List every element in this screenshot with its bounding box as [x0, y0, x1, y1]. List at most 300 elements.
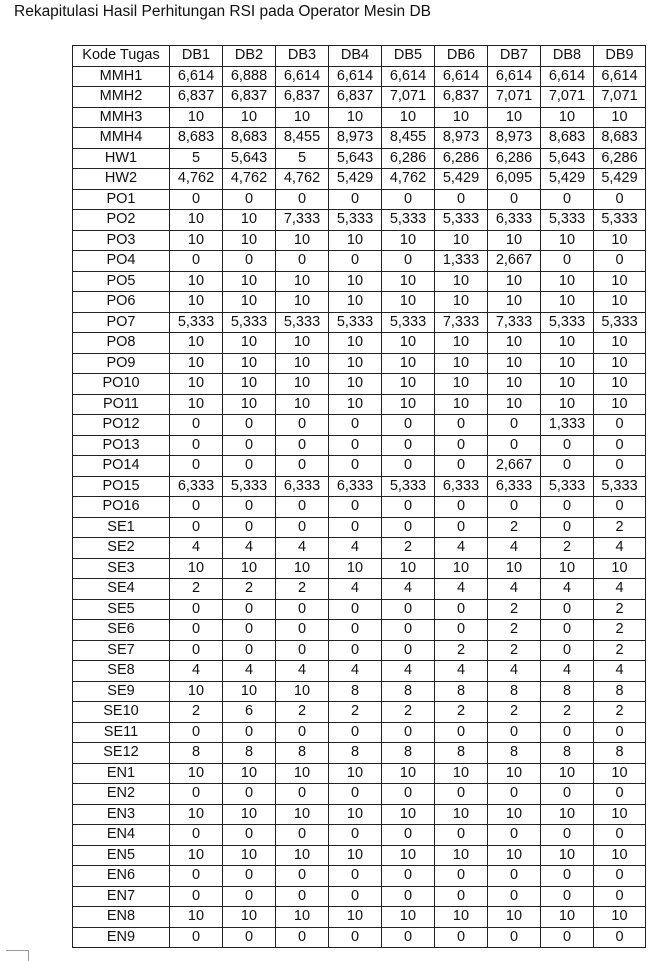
value-cell: 0 — [435, 825, 488, 846]
value-cell: 5,333 — [594, 210, 646, 231]
value-cell: 0 — [276, 886, 329, 907]
value-cell: 0 — [170, 517, 223, 538]
value-cell: 10 — [329, 271, 382, 292]
value-cell: 0 — [170, 825, 223, 846]
task-code-cell: MMH2 — [73, 87, 170, 108]
task-code-cell: SE3 — [73, 558, 170, 579]
value-cell: 6,333 — [170, 476, 223, 497]
value-cell: 4 — [488, 538, 541, 559]
table-row — [73, 661, 646, 682]
value-cell: 6,614 — [435, 66, 488, 87]
table-row — [73, 435, 646, 456]
table-row — [73, 845, 646, 866]
table-row — [73, 312, 646, 333]
value-cell: 10 — [488, 230, 541, 251]
header-db7: DB7 — [488, 46, 541, 67]
value-cell: 10 — [594, 907, 646, 928]
value-cell: 2 — [594, 599, 646, 620]
value-cell: 10 — [329, 845, 382, 866]
value-cell: 0 — [329, 415, 382, 436]
value-cell: 4 — [276, 538, 329, 559]
value-cell: 10 — [594, 292, 646, 313]
value-cell: 2,667 — [488, 251, 541, 272]
value-cell: 0 — [541, 640, 594, 661]
value-cell: 0 — [223, 517, 276, 538]
task-code-cell: MMH1 — [73, 66, 170, 87]
value-cell: 10 — [170, 394, 223, 415]
table-row — [73, 128, 646, 149]
value-cell: 10 — [170, 558, 223, 579]
task-code-cell: EN8 — [73, 907, 170, 928]
value-cell: 10 — [382, 558, 435, 579]
value-cell: 0 — [329, 435, 382, 456]
value-cell: 0 — [329, 497, 382, 518]
task-code-cell: EN1 — [73, 763, 170, 784]
page-title: Rekapitulasi Hasil Perhitungan RSI pada Operator Mesin DB — [14, 3, 431, 20]
value-cell: 10 — [329, 804, 382, 825]
value-cell: 0 — [488, 435, 541, 456]
task-code-cell: PO13 — [73, 435, 170, 456]
value-cell: 0 — [382, 784, 435, 805]
value-cell: 0 — [541, 722, 594, 743]
value-cell: 2 — [488, 599, 541, 620]
value-cell: 10 — [488, 353, 541, 374]
value-cell: 0 — [541, 866, 594, 887]
value-cell: 0 — [382, 620, 435, 641]
value-cell: 6,333 — [435, 476, 488, 497]
table-row — [73, 681, 646, 702]
value-cell: 5 — [170, 148, 223, 169]
table-row — [73, 333, 646, 354]
value-cell: 6,333 — [329, 476, 382, 497]
table-row — [73, 415, 646, 436]
value-cell: 0 — [276, 415, 329, 436]
value-cell: 0 — [329, 189, 382, 210]
value-cell: 10 — [382, 804, 435, 825]
table-row — [73, 476, 646, 497]
value-cell: 10 — [329, 292, 382, 313]
value-cell: 6,333 — [488, 210, 541, 231]
value-cell: 2 — [541, 702, 594, 723]
value-cell: 10 — [594, 374, 646, 395]
value-cell: 0 — [382, 497, 435, 518]
value-cell: 5,333 — [329, 210, 382, 231]
value-cell: 6,837 — [435, 87, 488, 108]
value-cell: 0 — [170, 497, 223, 518]
value-cell: 0 — [276, 784, 329, 805]
value-cell: 0 — [594, 722, 646, 743]
value-cell: 2 — [594, 620, 646, 641]
value-cell: 2 — [382, 702, 435, 723]
value-cell: 5,333 — [435, 210, 488, 231]
value-cell: 10 — [170, 292, 223, 313]
value-cell: 10 — [488, 394, 541, 415]
table-row — [73, 702, 646, 723]
value-cell: 4,762 — [382, 169, 435, 190]
value-cell: 0 — [488, 866, 541, 887]
value-cell: 10 — [223, 845, 276, 866]
value-cell: 10 — [223, 558, 276, 579]
table-row — [73, 907, 646, 928]
value-cell: 10 — [276, 333, 329, 354]
value-cell: 6,614 — [170, 66, 223, 87]
table-row — [73, 189, 646, 210]
value-cell: 10 — [541, 271, 594, 292]
value-cell: 10 — [488, 845, 541, 866]
value-cell: 10 — [594, 230, 646, 251]
header-db4: DB4 — [329, 46, 382, 67]
value-cell: 10 — [594, 804, 646, 825]
table-row — [73, 804, 646, 825]
value-cell: 7,333 — [488, 312, 541, 333]
value-cell: 0 — [435, 784, 488, 805]
value-cell: 10 — [276, 107, 329, 128]
value-cell: 10 — [594, 558, 646, 579]
value-cell: 10 — [488, 374, 541, 395]
value-cell: 5,333 — [382, 312, 435, 333]
value-cell: 7,071 — [382, 87, 435, 108]
table-row — [73, 927, 646, 948]
value-cell: 0 — [170, 620, 223, 641]
table-header — [73, 46, 646, 67]
value-cell: 0 — [382, 517, 435, 538]
value-cell: 4 — [435, 538, 488, 559]
table-row — [73, 517, 646, 538]
value-cell: 4 — [382, 579, 435, 600]
value-cell: 2 — [594, 517, 646, 538]
table-row — [73, 148, 646, 169]
value-cell: 10 — [276, 271, 329, 292]
value-cell: 10 — [541, 558, 594, 579]
value-cell: 2 — [488, 517, 541, 538]
value-cell: 2 — [382, 538, 435, 559]
value-cell: 0 — [329, 927, 382, 948]
value-cell: 0 — [276, 435, 329, 456]
value-cell: 10 — [435, 394, 488, 415]
value-cell: 0 — [435, 886, 488, 907]
table-row — [73, 825, 646, 846]
value-cell: 0 — [276, 517, 329, 538]
value-cell: 10 — [594, 333, 646, 354]
value-cell: 1,333 — [435, 251, 488, 272]
value-cell: 10 — [541, 107, 594, 128]
value-cell: 10 — [276, 845, 329, 866]
value-cell: 0 — [594, 415, 646, 436]
value-cell: 5,333 — [223, 476, 276, 497]
value-cell: 6,286 — [435, 148, 488, 169]
value-cell: 0 — [170, 599, 223, 620]
value-cell: 2 — [488, 620, 541, 641]
value-cell: 0 — [329, 620, 382, 641]
value-cell: 6,837 — [223, 87, 276, 108]
value-cell: 0 — [382, 927, 435, 948]
value-cell: 8 — [541, 681, 594, 702]
value-cell: 10 — [329, 558, 382, 579]
value-cell: 10 — [488, 763, 541, 784]
value-cell: 10 — [382, 394, 435, 415]
value-cell: 8 — [435, 743, 488, 764]
value-cell: 10 — [435, 374, 488, 395]
value-cell: 10 — [329, 763, 382, 784]
value-cell: 4 — [223, 538, 276, 559]
value-cell: 6,614 — [488, 66, 541, 87]
value-cell: 6,837 — [329, 87, 382, 108]
value-cell: 4 — [594, 538, 646, 559]
value-cell: 0 — [541, 784, 594, 805]
task-code-cell: HW1 — [73, 148, 170, 169]
value-cell: 0 — [435, 722, 488, 743]
table-row — [73, 107, 646, 128]
value-cell: 4,762 — [223, 169, 276, 190]
value-cell: 2 — [276, 579, 329, 600]
value-cell: 0 — [541, 620, 594, 641]
value-cell: 0 — [223, 497, 276, 518]
value-cell: 10 — [541, 907, 594, 928]
value-cell: 0 — [382, 640, 435, 661]
value-cell: 0 — [435, 599, 488, 620]
value-cell: 10 — [382, 374, 435, 395]
task-code-cell: SE9 — [73, 681, 170, 702]
value-cell: 10 — [382, 271, 435, 292]
value-cell: 2 — [170, 702, 223, 723]
value-cell: 5,643 — [329, 148, 382, 169]
value-cell: 10 — [276, 681, 329, 702]
value-cell: 10 — [170, 845, 223, 866]
task-code-cell: HW2 — [73, 169, 170, 190]
value-cell: 4 — [276, 661, 329, 682]
value-cell: 5,429 — [594, 169, 646, 190]
value-cell: 0 — [541, 886, 594, 907]
value-cell: 0 — [329, 640, 382, 661]
value-cell: 0 — [541, 189, 594, 210]
value-cell: 0 — [435, 189, 488, 210]
table-row — [73, 722, 646, 743]
value-cell: 0 — [541, 497, 594, 518]
value-cell: 8 — [329, 681, 382, 702]
value-cell: 7,071 — [541, 87, 594, 108]
value-cell: 10 — [223, 763, 276, 784]
value-cell: 0 — [329, 722, 382, 743]
task-code-cell: PO16 — [73, 497, 170, 518]
value-cell: 4 — [541, 661, 594, 682]
value-cell: 10 — [488, 333, 541, 354]
rsi-table — [72, 45, 646, 948]
value-cell: 8 — [435, 681, 488, 702]
value-cell: 8,683 — [541, 128, 594, 149]
task-code-cell: MMH4 — [73, 128, 170, 149]
value-cell: 10 — [435, 558, 488, 579]
value-cell: 2 — [170, 579, 223, 600]
value-cell: 7,333 — [276, 210, 329, 231]
task-code-cell: PO8 — [73, 333, 170, 354]
value-cell: 5,333 — [382, 476, 435, 497]
value-cell: 0 — [223, 251, 276, 272]
value-cell: 8 — [329, 743, 382, 764]
value-cell: 0 — [276, 620, 329, 641]
value-cell: 0 — [382, 456, 435, 477]
value-cell: 0 — [594, 825, 646, 846]
value-cell: 10 — [594, 107, 646, 128]
value-cell: 6,333 — [488, 476, 541, 497]
value-cell: 10 — [435, 907, 488, 928]
table-row — [73, 579, 646, 600]
value-cell: 0 — [382, 866, 435, 887]
table-row — [73, 394, 646, 415]
header-db2: DB2 — [223, 46, 276, 67]
table-row — [73, 210, 646, 231]
task-code-cell: SE8 — [73, 661, 170, 682]
value-cell: 8,455 — [276, 128, 329, 149]
value-cell: 10 — [329, 333, 382, 354]
table-row — [73, 292, 646, 313]
value-cell: 2 — [435, 640, 488, 661]
value-cell: 0 — [382, 825, 435, 846]
value-cell: 0 — [329, 886, 382, 907]
value-cell: 5,333 — [276, 312, 329, 333]
header-db8: DB8 — [541, 46, 594, 67]
table-row — [73, 599, 646, 620]
table-row — [73, 353, 646, 374]
header-db1: DB1 — [170, 46, 223, 67]
value-cell: 0 — [382, 251, 435, 272]
value-cell: 0 — [170, 189, 223, 210]
value-cell: 10 — [488, 107, 541, 128]
value-cell: 4 — [329, 579, 382, 600]
value-cell: 4 — [329, 538, 382, 559]
value-cell: 10 — [223, 681, 276, 702]
value-cell: 8 — [382, 743, 435, 764]
value-cell: 0 — [435, 927, 488, 948]
value-cell: 10 — [594, 271, 646, 292]
value-cell: 10 — [541, 292, 594, 313]
value-cell: 6,614 — [541, 66, 594, 87]
task-code-cell: PO12 — [73, 415, 170, 436]
value-cell: 10 — [594, 763, 646, 784]
value-cell: 7,071 — [594, 87, 646, 108]
value-cell: 0 — [488, 189, 541, 210]
value-cell: 0 — [329, 784, 382, 805]
value-cell: 10 — [170, 763, 223, 784]
value-cell: 0 — [594, 435, 646, 456]
value-cell: 10 — [276, 292, 329, 313]
value-cell: 2 — [435, 702, 488, 723]
value-cell: 6,614 — [382, 66, 435, 87]
value-cell: 8,683 — [170, 128, 223, 149]
value-cell: 4 — [435, 579, 488, 600]
header-row — [73, 46, 646, 67]
value-cell: 7,333 — [435, 312, 488, 333]
value-cell: 10 — [223, 333, 276, 354]
value-cell: 0 — [382, 189, 435, 210]
value-cell: 5,643 — [223, 148, 276, 169]
value-cell: 10 — [170, 907, 223, 928]
value-cell: 0 — [594, 497, 646, 518]
value-cell: 4 — [594, 579, 646, 600]
value-cell: 10 — [276, 374, 329, 395]
value-cell: 6,333 — [276, 476, 329, 497]
value-cell: 0 — [276, 599, 329, 620]
value-cell: 2 — [594, 702, 646, 723]
value-cell: 10 — [541, 230, 594, 251]
value-cell: 10 — [329, 394, 382, 415]
value-cell: 5,429 — [541, 169, 594, 190]
value-cell: 0 — [488, 784, 541, 805]
value-cell: 0 — [541, 825, 594, 846]
value-cell: 5,333 — [541, 476, 594, 497]
value-cell: 10 — [435, 804, 488, 825]
value-cell: 0 — [170, 435, 223, 456]
value-cell: 0 — [435, 456, 488, 477]
value-cell: 0 — [223, 886, 276, 907]
task-code-cell: EN9 — [73, 927, 170, 948]
value-cell: 0 — [276, 251, 329, 272]
value-cell: 4 — [541, 579, 594, 600]
value-cell: 10 — [541, 353, 594, 374]
value-cell: 4,762 — [276, 169, 329, 190]
value-cell: 2 — [488, 702, 541, 723]
value-cell: 5,333 — [541, 210, 594, 231]
value-cell: 5,333 — [170, 312, 223, 333]
value-cell: 5 — [276, 148, 329, 169]
table-row — [73, 66, 646, 87]
task-code-cell: SE4 — [73, 579, 170, 600]
task-code-cell: SE2 — [73, 538, 170, 559]
value-cell: 0 — [276, 189, 329, 210]
task-code-cell: SE11 — [73, 722, 170, 743]
value-cell: 6,888 — [223, 66, 276, 87]
value-cell: 10 — [488, 804, 541, 825]
value-cell: 0 — [541, 927, 594, 948]
task-code-cell: SE6 — [73, 620, 170, 641]
value-cell: 0 — [276, 640, 329, 661]
value-cell: 2 — [329, 702, 382, 723]
value-cell: 0 — [435, 415, 488, 436]
value-cell: 6,837 — [276, 87, 329, 108]
value-cell: 4 — [329, 661, 382, 682]
value-cell: 8 — [382, 681, 435, 702]
value-cell: 4 — [382, 661, 435, 682]
table-row — [73, 866, 646, 887]
value-cell: 4 — [223, 661, 276, 682]
value-cell: 10 — [170, 374, 223, 395]
value-cell: 2 — [276, 702, 329, 723]
value-cell: 4 — [435, 661, 488, 682]
value-cell: 0 — [435, 497, 488, 518]
value-cell: 0 — [382, 722, 435, 743]
value-cell: 10 — [488, 292, 541, 313]
table-row — [73, 169, 646, 190]
value-cell: 0 — [488, 825, 541, 846]
value-cell: 10 — [594, 845, 646, 866]
value-cell: 10 — [276, 763, 329, 784]
value-cell: 8,683 — [223, 128, 276, 149]
value-cell: 1,333 — [541, 415, 594, 436]
value-cell: 10 — [435, 230, 488, 251]
task-code-cell: PO11 — [73, 394, 170, 415]
value-cell: 10 — [276, 353, 329, 374]
value-cell: 10 — [541, 333, 594, 354]
task-code-cell: MMH3 — [73, 107, 170, 128]
value-cell: 8,683 — [594, 128, 646, 149]
value-cell: 10 — [170, 107, 223, 128]
value-cell: 10 — [594, 353, 646, 374]
value-cell: 8 — [541, 743, 594, 764]
value-cell: 8 — [276, 743, 329, 764]
value-cell: 10 — [276, 804, 329, 825]
value-cell: 0 — [276, 866, 329, 887]
value-cell: 10 — [382, 292, 435, 313]
value-cell: 0 — [541, 435, 594, 456]
